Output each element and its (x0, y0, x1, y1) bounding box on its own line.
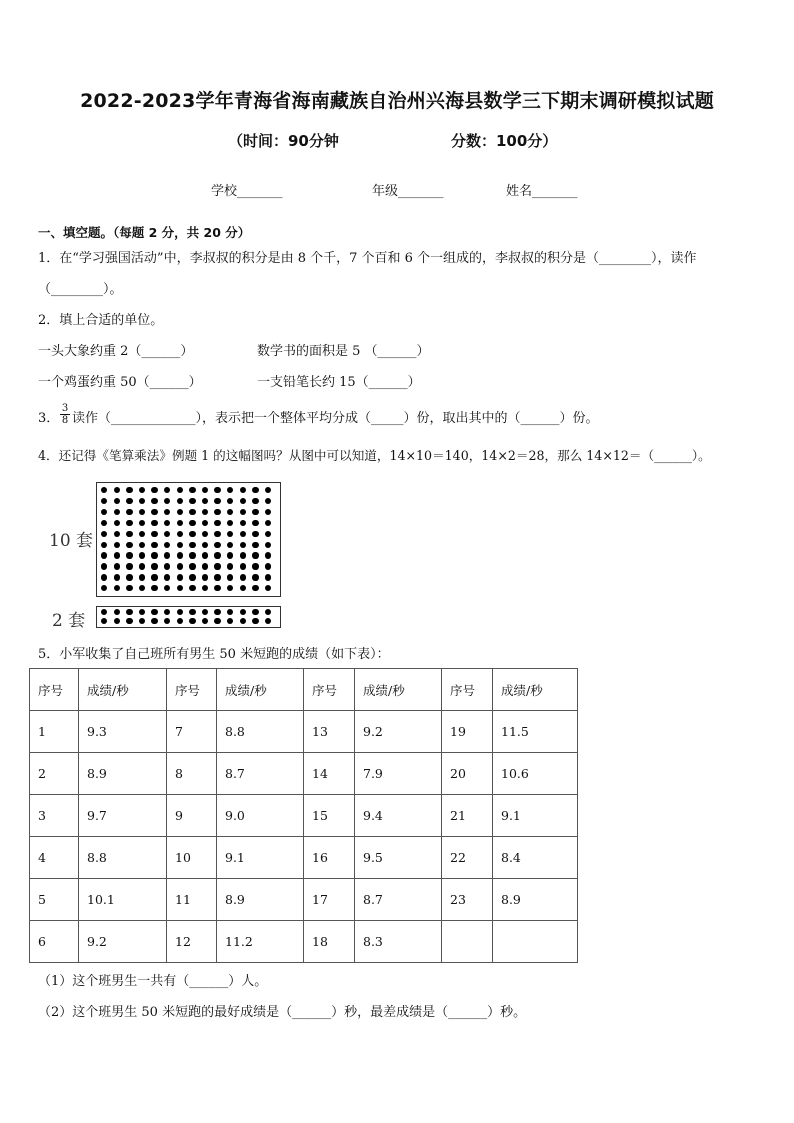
dot (177, 574, 183, 580)
dot (139, 531, 145, 537)
dot (202, 520, 208, 526)
table-cell: 9.4 (355, 795, 442, 837)
dot (189, 574, 195, 580)
header-cell: 序号 (30, 669, 79, 711)
dot (114, 487, 120, 493)
dot (240, 609, 246, 615)
dot (214, 487, 220, 493)
dot-grid-2-sets (96, 606, 281, 628)
dot (139, 542, 145, 548)
dot (240, 585, 246, 591)
dot (164, 542, 170, 548)
dot (227, 574, 233, 580)
dot (214, 542, 220, 548)
dot (252, 552, 258, 558)
table-cell: 21 (442, 795, 493, 837)
table-cell: 20 (442, 753, 493, 795)
q2-item-pencil: 一支铅笔长约 15（______） (257, 375, 421, 390)
dot (151, 585, 157, 591)
table-cell: 8.7 (355, 879, 442, 921)
table-cell: 4 (30, 837, 79, 879)
dot (126, 618, 132, 624)
dot (101, 520, 107, 526)
dot (189, 585, 195, 591)
dot (101, 609, 107, 615)
dot (101, 487, 107, 493)
dot (139, 487, 145, 493)
table-cell: 14 (304, 753, 355, 795)
dot (240, 618, 246, 624)
scores-table (29, 668, 578, 963)
dot (101, 563, 107, 569)
table-row (30, 879, 578, 921)
dot (240, 487, 246, 493)
dot (151, 563, 157, 569)
table-cell: 9.3 (79, 711, 167, 753)
dot (227, 542, 233, 548)
dot (126, 609, 132, 615)
dot (114, 509, 120, 515)
q5-sub1: （1）这个班男生一共有（______）人。 (38, 974, 268, 989)
dot (227, 585, 233, 591)
dot (214, 618, 220, 624)
table-cell (493, 921, 578, 963)
dot (265, 520, 271, 526)
dot (164, 498, 170, 504)
dot (189, 531, 195, 537)
table-cell: 8 (167, 753, 217, 795)
dot (214, 531, 220, 537)
dot (189, 487, 195, 493)
table-cell: 10 (167, 837, 217, 879)
time-label: （时间：90分钟 (228, 132, 339, 150)
dot (202, 574, 208, 580)
dot (151, 542, 157, 548)
dot (227, 509, 233, 515)
dot (114, 609, 120, 615)
q2-heading: 2．填上合适的单位。 (38, 313, 164, 328)
table-row (30, 795, 578, 837)
dot (126, 520, 132, 526)
page-title: 2022-2023学年青海省海南藏族自治州兴海县数学三下期末调研模拟试题 (80, 90, 714, 112)
dot (126, 563, 132, 569)
dot (240, 498, 246, 504)
dot (151, 574, 157, 580)
dot (114, 498, 120, 504)
table-cell: 11.5 (493, 711, 578, 753)
dot (252, 520, 258, 526)
dot (227, 487, 233, 493)
dot (252, 531, 258, 537)
score-label: 分数：100分） (451, 132, 558, 150)
dot (189, 509, 195, 515)
table-row (30, 753, 578, 795)
dot (189, 618, 195, 624)
table-cell: 1 (30, 711, 79, 753)
grade-field: 年级_______ (372, 184, 444, 199)
dot (202, 618, 208, 624)
dot (227, 498, 233, 504)
header-cell: 成绩/秒 (217, 669, 304, 711)
dot (164, 509, 170, 515)
dot (101, 618, 107, 624)
dot (265, 563, 271, 569)
dot (189, 520, 195, 526)
dot (265, 509, 271, 515)
dot-grid-10-sets (96, 482, 281, 597)
dot (240, 552, 246, 558)
dot (114, 552, 120, 558)
dot (252, 498, 258, 504)
dot (101, 585, 107, 591)
q3-fraction (60, 403, 70, 426)
table-cell: 8.9 (79, 753, 167, 795)
dot (164, 520, 170, 526)
dot (177, 585, 183, 591)
dot (139, 609, 145, 615)
section-heading: 一、填空题。（每题 2 分，共 20 分） (38, 225, 251, 240)
dot (126, 552, 132, 558)
dot (265, 585, 271, 591)
dot (101, 509, 107, 515)
q1-line1: 1．在“学习强国活动”中，李叔叔的积分是由 8 个千，7 个百和 6 个一组成的，李叔叔的积分是（________），读作 (38, 251, 697, 266)
dot (227, 618, 233, 624)
dot (214, 574, 220, 580)
table-cell: 10.6 (493, 753, 578, 795)
dot (126, 531, 132, 537)
table-cell: 8.7 (217, 753, 304, 795)
table-cell: 7 (167, 711, 217, 753)
dot (202, 585, 208, 591)
dot (189, 498, 195, 504)
dot (240, 542, 246, 548)
dot (164, 531, 170, 537)
dot (252, 563, 258, 569)
dot (252, 487, 258, 493)
dot (114, 531, 120, 537)
dot (252, 509, 258, 515)
dot (151, 498, 157, 504)
table-cell: 22 (442, 837, 493, 879)
dot (252, 609, 258, 615)
dot (214, 585, 220, 591)
dot (139, 563, 145, 569)
table-cell: 11 (167, 879, 217, 921)
q4-label-10-sets: 10 套 (49, 531, 94, 551)
dot (202, 542, 208, 548)
dot (189, 609, 195, 615)
table-cell: 3 (30, 795, 79, 837)
dot (265, 487, 271, 493)
table-cell: 8.9 (217, 879, 304, 921)
dot (101, 542, 107, 548)
dot (177, 542, 183, 548)
table-cell: 23 (442, 879, 493, 921)
dot (114, 542, 120, 548)
table-cell: 5 (30, 879, 79, 921)
dot (252, 585, 258, 591)
table-cell: 9.7 (79, 795, 167, 837)
header-cell: 序号 (304, 669, 355, 711)
dot (177, 487, 183, 493)
dot (189, 542, 195, 548)
table-row (30, 921, 578, 963)
q3-denominator: 8 (61, 415, 69, 426)
q3-prefix: 3． (38, 411, 60, 426)
table-cell: 9.1 (493, 795, 578, 837)
dot (164, 574, 170, 580)
table-cell: 2 (30, 753, 79, 795)
dot (101, 552, 107, 558)
dot (265, 542, 271, 548)
header-cell: 成绩/秒 (79, 669, 167, 711)
dot (240, 509, 246, 515)
dot (139, 509, 145, 515)
dot (139, 585, 145, 591)
table-cell: 9.1 (217, 837, 304, 879)
dot (227, 552, 233, 558)
dot (214, 509, 220, 515)
dot (139, 618, 145, 624)
dot (214, 552, 220, 558)
dot (151, 552, 157, 558)
dot (126, 585, 132, 591)
q5-text: 5．小军收集了自己班所有男生 50 米短跑的成绩（如下表）： (38, 647, 390, 662)
table-cell: 10.1 (79, 879, 167, 921)
dot (114, 585, 120, 591)
q3-numerator: 3 (61, 403, 69, 414)
dot (101, 498, 107, 504)
table-cell: 9.5 (355, 837, 442, 879)
table-cell: 17 (304, 879, 355, 921)
dot (227, 531, 233, 537)
dot (151, 487, 157, 493)
q4-text: 4．还记得《笔算乘法》例题 1 的这幅图吗？从图中可以知道，14×10＝140，14×2＝28，那么 14×12＝（______）。 (38, 448, 711, 463)
dot (139, 498, 145, 504)
dot (227, 563, 233, 569)
dot (151, 609, 157, 615)
dot (265, 552, 271, 558)
table-header-row (30, 669, 578, 711)
dot (139, 520, 145, 526)
dot (177, 552, 183, 558)
dot (126, 509, 132, 515)
dot (177, 618, 183, 624)
dot (252, 574, 258, 580)
dot (126, 487, 132, 493)
dot (240, 563, 246, 569)
table-cell: 11.2 (217, 921, 304, 963)
dot (189, 552, 195, 558)
table-cell: 6 (30, 921, 79, 963)
dot (114, 520, 120, 526)
dot (227, 609, 233, 615)
dot (214, 563, 220, 569)
dot (177, 531, 183, 537)
dot (177, 498, 183, 504)
dot (202, 498, 208, 504)
q2-item-elephant: 一头大象约重 2（______） (38, 344, 194, 359)
dot (164, 618, 170, 624)
dot (227, 520, 233, 526)
q2-item-book: 数学书的面积是 5 （______） (257, 344, 430, 359)
table-cell: 9.2 (79, 921, 167, 963)
table-cell: 9.0 (217, 795, 304, 837)
dot (189, 563, 195, 569)
dot (252, 618, 258, 624)
dot (202, 609, 208, 615)
table-cell: 8.4 (493, 837, 578, 879)
dot (202, 552, 208, 558)
dot (265, 498, 271, 504)
table-cell: 16 (304, 837, 355, 879)
dot (214, 498, 220, 504)
school-field: 学校_______ (211, 184, 283, 199)
q4-label-2-sets: 2 套 (52, 611, 86, 631)
dot (126, 542, 132, 548)
dot (164, 487, 170, 493)
dot (252, 542, 258, 548)
dot (177, 563, 183, 569)
dot (265, 574, 271, 580)
table-row (30, 711, 578, 753)
name-field: 姓名_______ (506, 184, 578, 199)
dot (164, 609, 170, 615)
q2-item-egg: 一个鸡蛋约重 50（______） (38, 375, 202, 390)
table-cell: 7.9 (355, 753, 442, 795)
q5-sub2: （2）这个班男生 50 米短跑的最好成绩是（______）秒，最差成绩是（______）秒。 (38, 1005, 527, 1020)
header-cell: 序号 (442, 669, 493, 711)
dot (202, 531, 208, 537)
table-cell: 8.9 (493, 879, 578, 921)
table-cell: 18 (304, 921, 355, 963)
dot (114, 618, 120, 624)
dot (177, 509, 183, 515)
dot (151, 509, 157, 515)
dot (126, 574, 132, 580)
table-cell: 12 (167, 921, 217, 963)
table-cell: 13 (304, 711, 355, 753)
dot (214, 609, 220, 615)
table-cell: 8.3 (355, 921, 442, 963)
dot (202, 487, 208, 493)
dot (164, 563, 170, 569)
table-cell: 9 (167, 795, 217, 837)
dot (126, 498, 132, 504)
table-cell: 9.2 (355, 711, 442, 753)
dot (164, 552, 170, 558)
dot (114, 574, 120, 580)
dot (240, 520, 246, 526)
dot (101, 531, 107, 537)
q1-line2: （________）。 (38, 282, 123, 297)
header-cell: 成绩/秒 (493, 669, 578, 711)
dot (164, 585, 170, 591)
dot (151, 520, 157, 526)
dot (101, 574, 107, 580)
dot (139, 574, 145, 580)
header-cell: 成绩/秒 (355, 669, 442, 711)
table-cell: 15 (304, 795, 355, 837)
dot (114, 563, 120, 569)
dot (265, 531, 271, 537)
dot (265, 618, 271, 624)
dot (177, 609, 183, 615)
table-row (30, 837, 578, 879)
dot (214, 520, 220, 526)
dot (240, 574, 246, 580)
header-cell: 序号 (167, 669, 217, 711)
dot (151, 618, 157, 624)
dot (177, 520, 183, 526)
table-cell: 19 (442, 711, 493, 753)
dot (240, 531, 246, 537)
table-cell: 8.8 (217, 711, 304, 753)
table-cell (442, 921, 493, 963)
dot (265, 609, 271, 615)
q3-text: 读作（_____________），表示把一个整体平均分成（_____）份，取出其中的（______）份。 (72, 411, 599, 426)
dot (139, 552, 145, 558)
dot (151, 531, 157, 537)
table-cell: 8.8 (79, 837, 167, 879)
dot (202, 563, 208, 569)
dot (202, 509, 208, 515)
